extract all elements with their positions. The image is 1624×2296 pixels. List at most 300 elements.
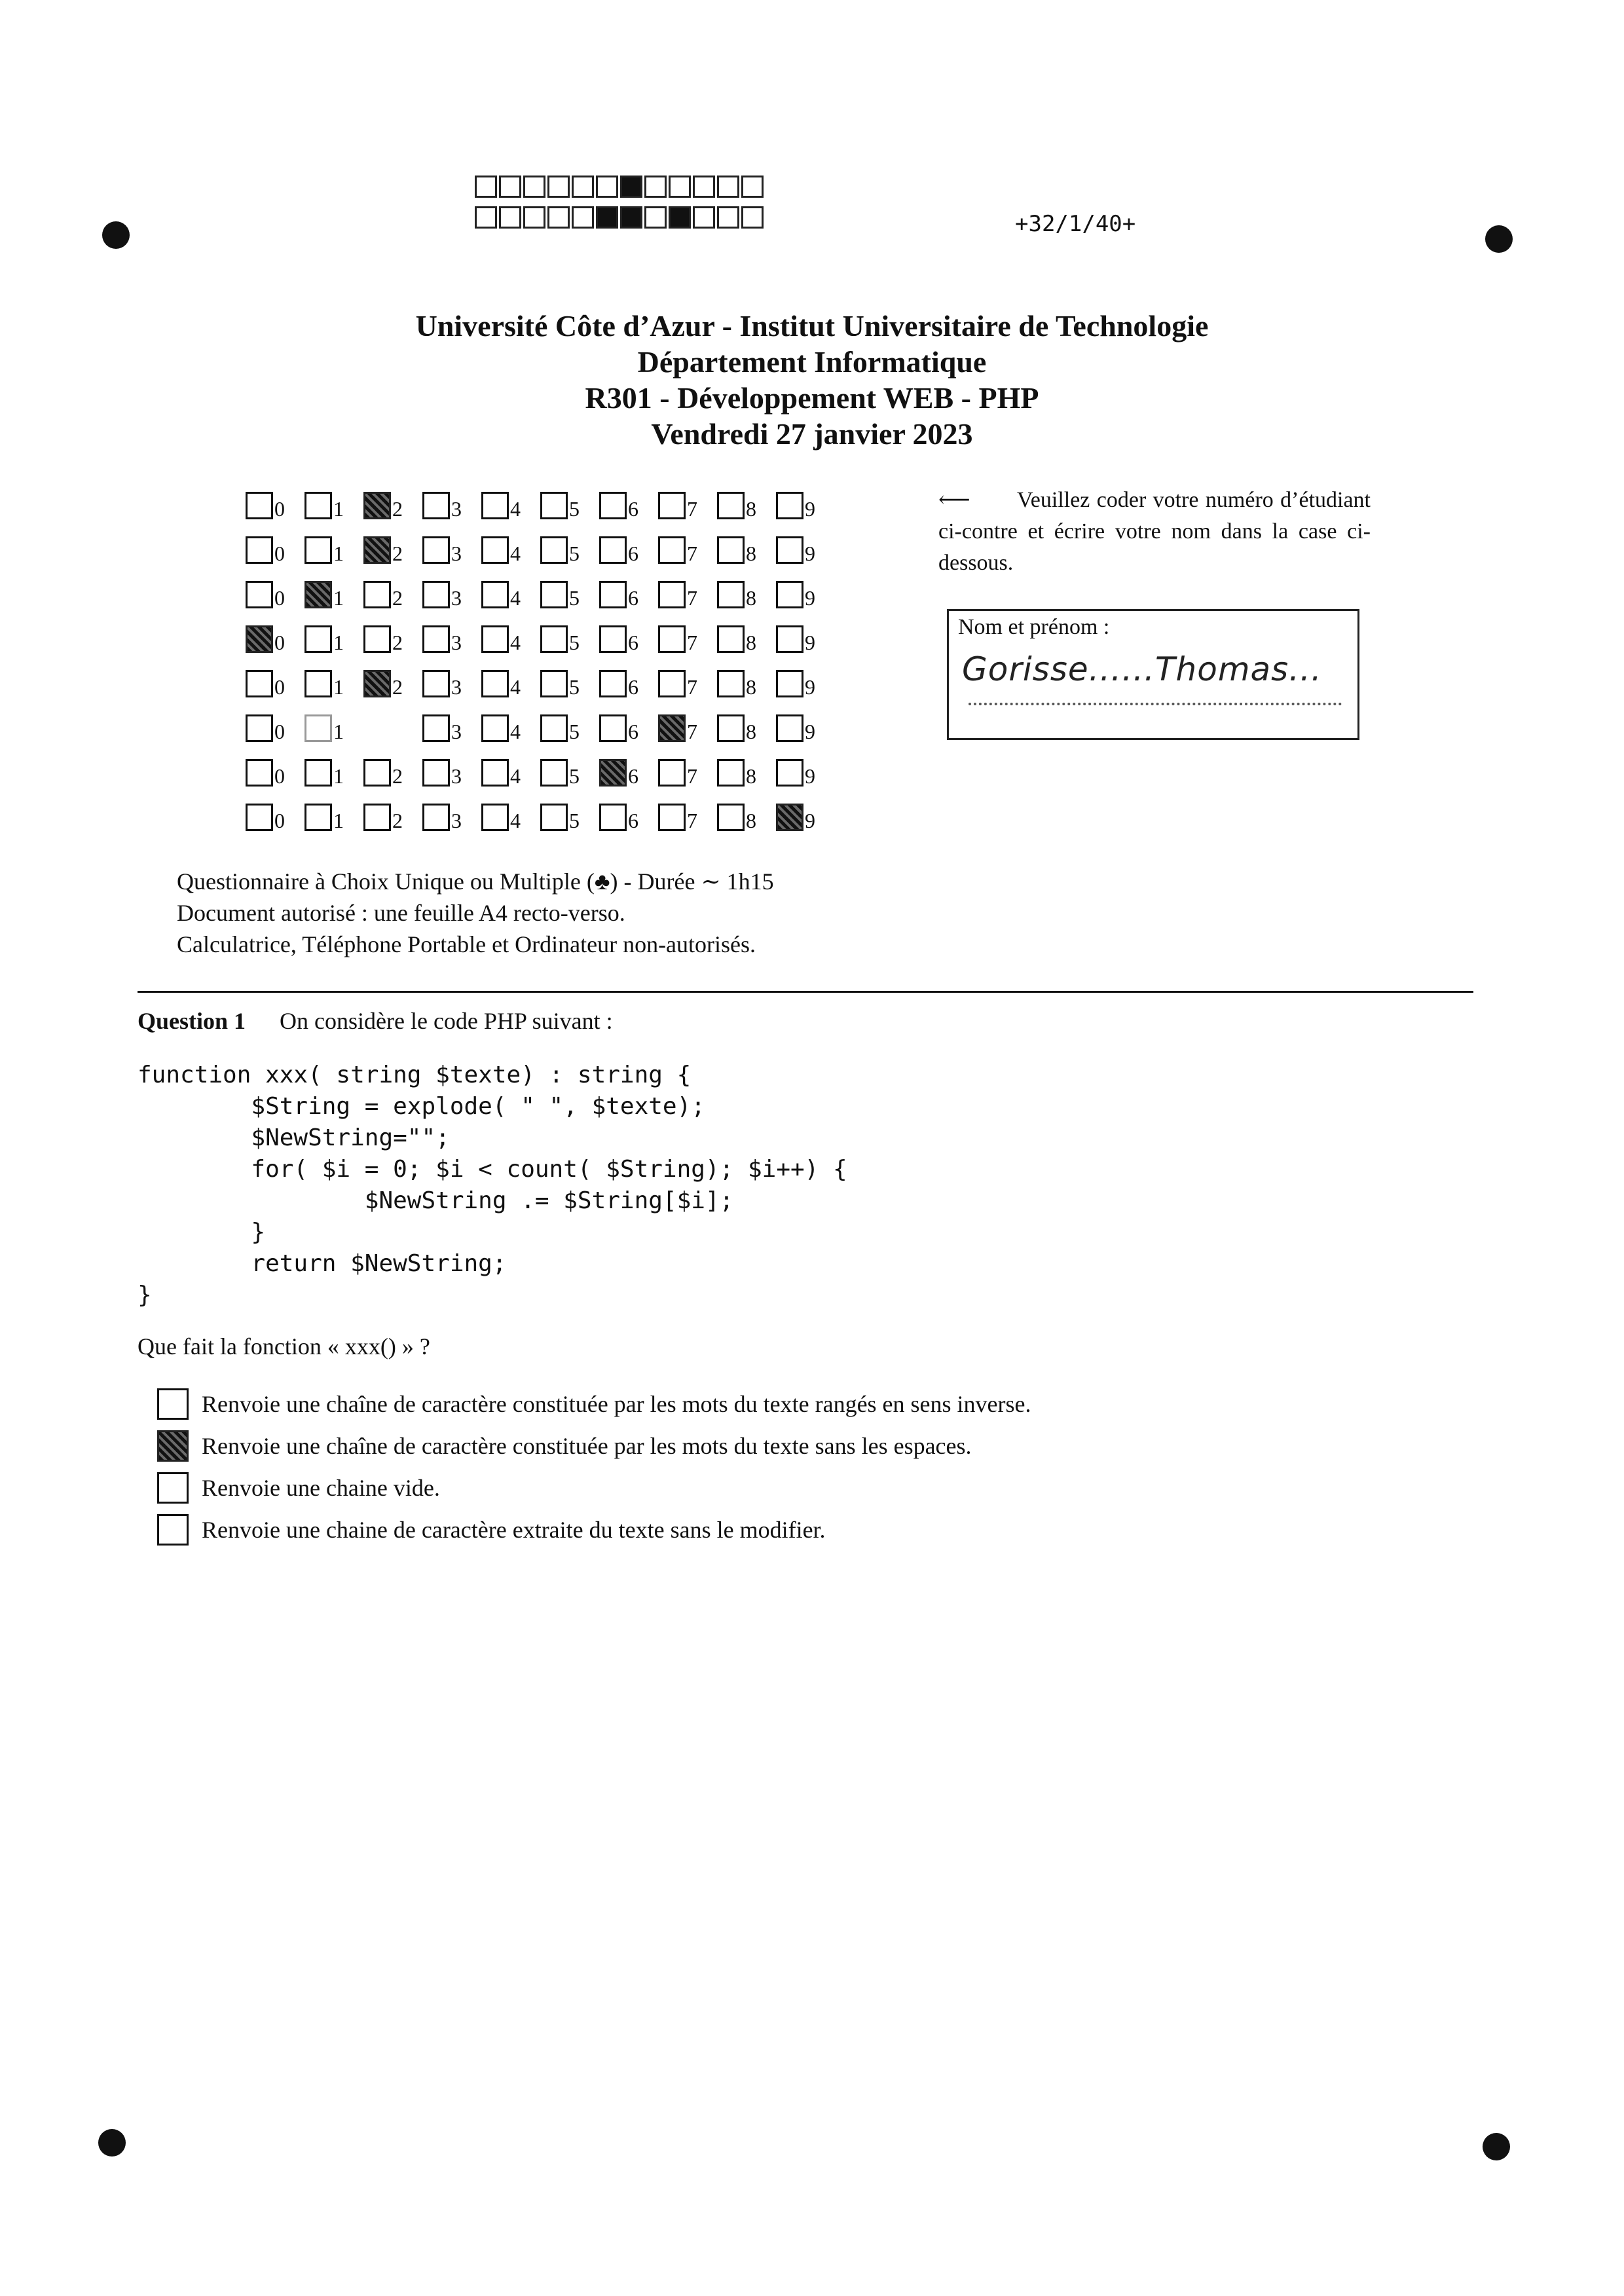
checkbox[interactable] [304, 759, 332, 787]
digit-choice[interactable] [717, 625, 776, 653]
student-number-grid [246, 483, 835, 840]
digit-label: 1 [333, 764, 344, 788]
digit-choice[interactable] [246, 536, 304, 564]
checkbox[interactable] [246, 670, 273, 697]
checkbox[interactable] [658, 536, 686, 564]
digit-choice[interactable] [540, 714, 599, 742]
barcode-cell [499, 206, 521, 229]
digit-label: 0 [274, 764, 285, 788]
digit-label: 6 [628, 542, 638, 565]
digit-label: 3 [451, 675, 462, 699]
checkbox[interactable] [246, 536, 273, 564]
question-label: Question 1 [138, 1008, 246, 1034]
forbidden-devices: Calculatrice, Téléphone Portable et Ordinateur non-autorisés. [177, 931, 756, 957]
digit-row [246, 750, 835, 795]
corner-mark-bottom-left [98, 2129, 126, 2157]
digit-choice[interactable] [363, 625, 422, 653]
digit-choice[interactable] [481, 804, 540, 831]
digit-choice[interactable] [246, 581, 304, 608]
checkbox[interactable] [776, 492, 803, 519]
checkbox[interactable] [422, 625, 450, 653]
digit-choice[interactable] [717, 714, 776, 742]
digit-label: 1 [333, 631, 344, 654]
digit-label: 0 [274, 497, 285, 521]
digit-choice[interactable] [304, 625, 363, 653]
digit-label: 5 [569, 497, 580, 521]
digit-row [246, 795, 835, 840]
checkbox[interactable] [599, 536, 627, 564]
digit-choice[interactable] [717, 670, 776, 697]
digit-choice[interactable] [540, 492, 599, 519]
digit-choice[interactable] [717, 492, 776, 519]
checkbox[interactable] [246, 625, 273, 653]
digit-choice[interactable] [599, 492, 658, 519]
answer-checkbox[interactable] [157, 1430, 189, 1462]
digit-choice[interactable] [599, 625, 658, 653]
allowed-documents: Document autorisé : une feuille A4 recto-verso. [177, 900, 625, 926]
checkbox[interactable] [246, 804, 273, 831]
digit-label: 7 [687, 586, 697, 610]
digit-choice[interactable] [246, 804, 304, 831]
digit-choice[interactable] [304, 492, 363, 519]
checkbox[interactable] [363, 581, 391, 608]
digit-label: 2 [392, 809, 403, 832]
barcode-cell [693, 176, 715, 198]
digit-choice[interactable] [776, 581, 835, 608]
digit-choice[interactable] [658, 804, 717, 831]
digit-choice[interactable] [776, 492, 835, 519]
checkbox[interactable] [481, 670, 509, 697]
exam-header [0, 308, 1624, 452]
digit-label: 9 [805, 675, 815, 699]
checkbox[interactable] [304, 670, 332, 697]
checkbox[interactable] [422, 714, 450, 742]
checkbox[interactable] [540, 536, 568, 564]
checkbox[interactable] [717, 536, 745, 564]
answer-text: Renvoie une chaine vide. [202, 1475, 440, 1501]
checkbox[interactable] [776, 581, 803, 608]
digit-row [246, 572, 835, 617]
digit-label: 2 [392, 586, 403, 610]
checkbox[interactable] [363, 670, 391, 697]
barcode-cell [547, 176, 570, 198]
digit-label: 3 [451, 586, 462, 610]
digit-choice[interactable] [304, 714, 363, 742]
digit-choice[interactable] [422, 581, 481, 608]
checkbox[interactable] [776, 536, 803, 564]
digit-label: 3 [451, 542, 462, 565]
checkbox[interactable] [776, 670, 803, 697]
digit-label: 6 [628, 809, 638, 832]
digit-choice[interactable] [304, 759, 363, 787]
digit-label: 8 [746, 809, 756, 832]
digit-label: 0 [274, 720, 285, 743]
digit-choice[interactable] [422, 536, 481, 564]
university-title: Université Côte d’Azur - Institut Universitaire de Technologie [415, 309, 1209, 343]
digit-label: 9 [805, 586, 815, 610]
checkbox[interactable] [481, 581, 509, 608]
digit-label: 6 [628, 586, 638, 610]
digit-label: 5 [569, 764, 580, 788]
digit-choice[interactable] [246, 625, 304, 653]
checkbox[interactable] [599, 804, 627, 831]
digit-label: 2 [392, 542, 403, 565]
digit-choice[interactable] [658, 670, 717, 697]
digit-choice[interactable] [540, 581, 599, 608]
digit-choice[interactable] [540, 536, 599, 564]
divider [138, 991, 1473, 993]
checkbox[interactable] [481, 536, 509, 564]
digit-choice[interactable] [658, 492, 717, 519]
digit-label: 4 [510, 586, 521, 610]
digit-label: 3 [451, 631, 462, 654]
digit-choice[interactable] [481, 581, 540, 608]
digit-choice[interactable] [481, 670, 540, 697]
checkbox[interactable] [246, 714, 273, 742]
digit-choice[interactable] [363, 581, 422, 608]
exam-format: Questionnaire à Choix Unique ou Multiple (♣) - Durée ∼ 1h15 [177, 868, 774, 895]
checkbox[interactable] [540, 581, 568, 608]
digit-choice[interactable] [658, 625, 717, 653]
php-code-block: function xxx( string $texte) : string { $String = explode( " ", $texte); $NewString=""; for( $i = 0; $i < count( $String); $i++) { $NewString .= $String[$i]; } return $NewString; } [138, 1062, 847, 1308]
name-field[interactable] [947, 609, 1359, 740]
checkbox[interactable] [246, 492, 273, 519]
checkbox[interactable] [363, 714, 391, 742]
digit-choice[interactable] [481, 492, 540, 519]
digit-choice[interactable] [363, 804, 422, 831]
question-prompt: Que fait la fonction « xxx() » ? [138, 1333, 430, 1360]
digit-label: 2 [392, 675, 403, 699]
checkbox[interactable] [422, 536, 450, 564]
digit-choice[interactable] [776, 536, 835, 564]
digit-label: 8 [746, 720, 756, 743]
digit-choice[interactable] [363, 492, 422, 519]
digit-choice[interactable] [304, 804, 363, 831]
digit-choice[interactable] [304, 536, 363, 564]
digit-choice[interactable] [422, 714, 481, 742]
checkbox[interactable] [540, 714, 568, 742]
digit-choice[interactable] [363, 536, 422, 564]
digit-choice[interactable] [363, 714, 422, 742]
question-intro: On considère le code PHP suivant : [280, 1008, 613, 1034]
digit-choice[interactable] [481, 714, 540, 742]
digit-choice[interactable] [776, 625, 835, 653]
digit-choice[interactable] [658, 536, 717, 564]
student-instructions [938, 485, 1371, 579]
barcode-cell [596, 206, 618, 229]
checkbox[interactable] [481, 714, 509, 742]
digit-label: 2 [392, 497, 403, 521]
exam-info [177, 866, 774, 960]
checkbox[interactable] [717, 492, 745, 519]
digit-label: 6 [628, 497, 638, 521]
barcode-cell [717, 176, 739, 198]
digit-label: 4 [510, 809, 521, 832]
checkbox[interactable] [599, 492, 627, 519]
corner-mark-bottom-right [1483, 2133, 1510, 2160]
checkbox[interactable] [481, 759, 509, 787]
barcode-cell [620, 206, 642, 229]
digit-choice[interactable] [717, 804, 776, 831]
checkbox[interactable] [246, 759, 273, 787]
digit-choice[interactable] [304, 670, 363, 697]
checkbox[interactable] [717, 581, 745, 608]
digit-label: 4 [510, 764, 521, 788]
digit-label: 7 [687, 809, 697, 832]
checkbox[interactable] [599, 581, 627, 608]
digit-label: 3 [451, 720, 462, 743]
barcode-cell [475, 176, 497, 198]
digit-choice[interactable] [658, 714, 717, 742]
answer-text: Renvoie une chaine de caractère extraite du texte sans le modifier. [202, 1517, 826, 1543]
digit-label: 0 [274, 631, 285, 654]
checkbox[interactable] [422, 804, 450, 831]
exam-date: Vendredi 27 janvier 2023 [651, 417, 973, 451]
checkbox[interactable] [658, 670, 686, 697]
checkbox[interactable] [717, 625, 745, 653]
digit-choice[interactable] [658, 581, 717, 608]
barcode-cell [475, 206, 497, 229]
digit-label: 8 [746, 542, 756, 565]
digit-label: 1 [333, 542, 344, 565]
corner-mark-top-right [1485, 225, 1513, 253]
digit-choice[interactable] [599, 536, 658, 564]
digit-choice[interactable] [540, 670, 599, 697]
barcode-cell [644, 176, 667, 198]
barcode-cell [523, 176, 545, 198]
checkbox[interactable] [658, 581, 686, 608]
digit-label: 4 [510, 542, 521, 565]
checkbox[interactable] [717, 670, 745, 697]
digit-label: 9 [805, 631, 815, 654]
checkbox[interactable] [481, 625, 509, 653]
digit-label: 6 [628, 720, 638, 743]
digit-label: 4 [510, 497, 521, 521]
checkbox[interactable] [304, 625, 332, 653]
digit-choice[interactable] [422, 759, 481, 787]
barcode-cell [741, 206, 764, 229]
answer-option[interactable] [157, 1509, 1031, 1551]
digit-choice[interactable] [422, 492, 481, 519]
checkbox[interactable] [304, 581, 332, 608]
digit-label: 0 [274, 809, 285, 832]
answer-option[interactable] [157, 1425, 1031, 1467]
digit-label: 1 [333, 809, 344, 832]
digit-choice[interactable] [717, 536, 776, 564]
checkbox[interactable] [540, 625, 568, 653]
digit-choice[interactable] [363, 759, 422, 787]
digit-choice[interactable] [481, 536, 540, 564]
digit-choice[interactable] [481, 625, 540, 653]
digit-label: 0 [274, 586, 285, 610]
digit-choice[interactable] [776, 759, 835, 787]
barcode-cell [669, 176, 691, 198]
checkbox[interactable] [658, 625, 686, 653]
page-id: +32/1/40+ [1015, 211, 1136, 237]
checkbox[interactable] [599, 625, 627, 653]
digit-label: 5 [569, 675, 580, 699]
barcode-cell [693, 206, 715, 229]
checkbox[interactable] [481, 492, 509, 519]
digit-label: 9 [805, 542, 815, 565]
checkbox[interactable] [599, 670, 627, 697]
digit-label: 9 [805, 720, 815, 743]
checkbox[interactable] [422, 492, 450, 519]
digit-label: 5 [569, 809, 580, 832]
barcode-cell [572, 206, 594, 229]
digit-row [246, 528, 835, 572]
checkbox[interactable] [776, 714, 803, 742]
digit-label: 5 [569, 631, 580, 654]
digit-choice[interactable] [481, 759, 540, 787]
checkbox[interactable] [363, 492, 391, 519]
answer-checkbox[interactable] [157, 1514, 189, 1546]
barcode-cell [717, 206, 739, 229]
digit-label: 7 [687, 542, 697, 565]
checkbox[interactable] [540, 492, 568, 519]
digit-choice[interactable] [363, 670, 422, 697]
barcode-row-1 [475, 176, 766, 198]
digit-label: 4 [510, 720, 521, 743]
digit-label: 0 [274, 675, 285, 699]
digit-label: 1 [333, 720, 344, 743]
checkbox[interactable] [717, 804, 745, 831]
barcode-cell [547, 206, 570, 229]
digit-choice[interactable] [540, 625, 599, 653]
barcode-row-2 [475, 206, 766, 229]
digit-row [246, 706, 835, 750]
digit-choice[interactable] [776, 670, 835, 697]
checkbox[interactable] [422, 581, 450, 608]
digit-label: 4 [510, 631, 521, 654]
checkbox[interactable] [363, 759, 391, 787]
digit-label: 7 [687, 720, 697, 743]
digit-choice[interactable] [304, 581, 363, 608]
digit-label: 9 [805, 497, 815, 521]
checkbox[interactable] [540, 804, 568, 831]
digit-label: 5 [569, 586, 580, 610]
checkbox[interactable] [540, 759, 568, 787]
checkbox[interactable] [658, 804, 686, 831]
barcode-cell [499, 176, 521, 198]
digit-label: 8 [746, 764, 756, 788]
digit-choice[interactable] [246, 492, 304, 519]
barcode-cell [523, 206, 545, 229]
name-field-label: Nom et prénom : [958, 615, 1110, 639]
checkbox[interactable] [599, 759, 627, 787]
digit-choice[interactable] [599, 670, 658, 697]
checkbox[interactable] [658, 714, 686, 742]
digit-choice[interactable] [422, 625, 481, 653]
checkbox[interactable] [422, 670, 450, 697]
checkbox[interactable] [304, 804, 332, 831]
answer-text: Renvoie une chaîne de caractère constituée par les mots du texte rangés en sens inverse. [202, 1391, 1031, 1417]
checkbox[interactable] [717, 759, 745, 787]
digit-label: 3 [451, 809, 462, 832]
answer-option[interactable] [157, 1467, 1031, 1509]
checkbox[interactable] [599, 714, 627, 742]
digit-label: 3 [451, 764, 462, 788]
digit-label: 9 [805, 809, 815, 832]
question-header [138, 1007, 613, 1035]
answer-option[interactable] [157, 1383, 1031, 1425]
checkbox[interactable] [246, 581, 273, 608]
answer-checkbox[interactable] [157, 1472, 189, 1504]
checkbox[interactable] [422, 759, 450, 787]
digit-row [246, 483, 835, 528]
digit-label: 4 [510, 675, 521, 699]
left-arrow-icon: ⟵ [938, 488, 970, 512]
digit-label: 1 [333, 586, 344, 610]
checkbox[interactable] [776, 804, 803, 831]
instructions-text: Veuillez coder votre numéro d’étudiant ci-contre et écrire votre nom dans la case ci-dessous. [938, 488, 1371, 575]
digit-label: 6 [628, 631, 638, 654]
digit-choice[interactable] [776, 714, 835, 742]
digit-choice[interactable] [540, 759, 599, 787]
corner-mark-top-left [102, 221, 130, 249]
digit-choice[interactable] [599, 581, 658, 608]
barcode-cell [644, 206, 667, 229]
digit-label: 2 [392, 631, 403, 654]
answer-list [157, 1383, 1031, 1551]
dotted-line [969, 703, 1342, 705]
checkbox[interactable] [363, 804, 391, 831]
checkbox[interactable] [363, 536, 391, 564]
digit-choice[interactable] [246, 714, 304, 742]
digit-label: 8 [746, 675, 756, 699]
digit-choice[interactable] [599, 759, 658, 787]
digit-label: 7 [687, 631, 697, 654]
digit-choice[interactable] [599, 804, 658, 831]
answer-checkbox[interactable] [157, 1388, 189, 1420]
digit-label: 7 [687, 675, 697, 699]
digit-choice[interactable] [246, 670, 304, 697]
barcode-cell [620, 176, 642, 198]
checkbox[interactable] [658, 759, 686, 787]
digit-label: 9 [805, 764, 815, 788]
digit-choice[interactable] [776, 804, 835, 831]
barcode-cell [596, 176, 618, 198]
digit-label: 1 [333, 497, 344, 521]
checkbox[interactable] [658, 492, 686, 519]
digit-label: 5 [569, 542, 580, 565]
digit-label: 8 [746, 631, 756, 654]
checkbox[interactable] [304, 714, 332, 742]
digit-choice[interactable] [422, 804, 481, 831]
digit-choice[interactable] [717, 759, 776, 787]
checkbox[interactable] [540, 670, 568, 697]
department-title: Département Informatique [637, 345, 987, 379]
digit-choice[interactable] [717, 581, 776, 608]
digit-choice[interactable] [540, 804, 599, 831]
digit-label: 2 [392, 764, 403, 788]
checkbox[interactable] [304, 492, 332, 519]
checkbox[interactable] [304, 536, 332, 564]
digit-label: 8 [746, 586, 756, 610]
digit-choice[interactable] [599, 714, 658, 742]
checkbox[interactable] [776, 625, 803, 653]
course-title: R301 - Développement WEB - PHP [585, 381, 1039, 415]
digit-choice[interactable] [658, 759, 717, 787]
digit-label: 1 [333, 675, 344, 699]
checkbox[interactable] [717, 714, 745, 742]
checkbox[interactable] [363, 625, 391, 653]
answer-text: Renvoie une chaîne de caractère constituée par les mots du texte sans les espaces. [202, 1433, 972, 1459]
digit-choice[interactable] [422, 670, 481, 697]
checkbox[interactable] [776, 759, 803, 787]
checkbox[interactable] [481, 804, 509, 831]
digit-choice[interactable] [246, 759, 304, 787]
